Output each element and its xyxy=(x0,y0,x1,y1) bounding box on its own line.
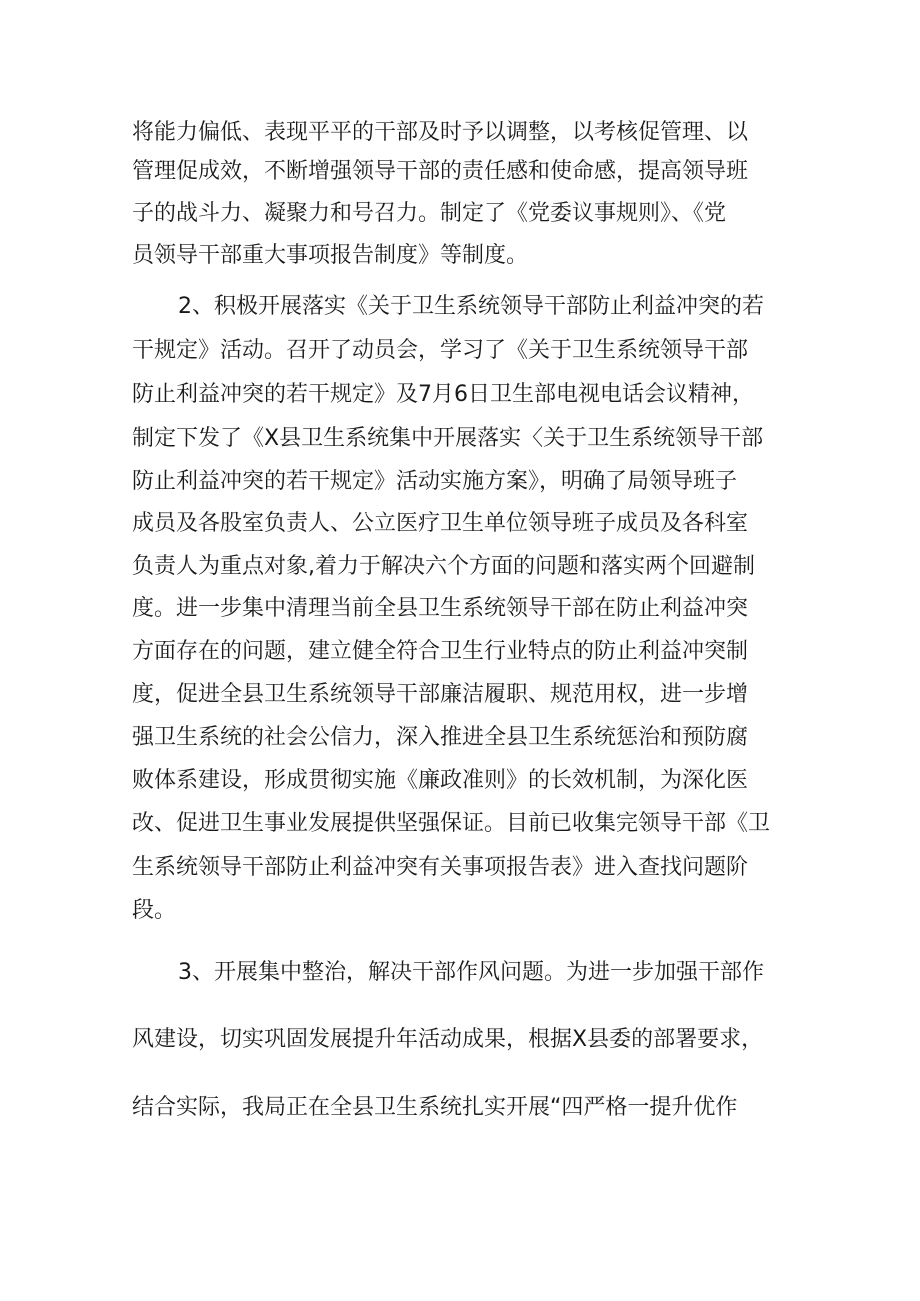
paragraph-1-line-1: 将能力偏低、表现平平的干部及时予以调整，以考核促管理、以 xyxy=(132,120,749,145)
paragraph-2-line-4: 制定下发了《X县卫生系统集中开展落实〈关于卫生系统领导干部 xyxy=(132,426,764,451)
paragraph-2-line-14: 生系统领导干部防止利益冲突有关事项报告表》进入查找问题阶 xyxy=(132,855,749,880)
paragraph-2-line-7: 负责人为重点对象,着力于解决六个方面的问题和落实两个回避制 xyxy=(132,554,755,579)
paragraph-2-line-11: 强卫生系统的社会公信力，深入推进全县卫生系统惩治和预防腐 xyxy=(132,725,749,750)
paragraph-2-line-15: 段。 xyxy=(132,898,177,923)
paragraph-2-line-10: 度，促进全县卫生系统领导干部廉洁履职、规范用权，进一步增 xyxy=(132,682,749,707)
paragraph-2-line-6: 成员及各股室负责人、公立医疗卫生单位领导班子成员及各科室 xyxy=(132,511,749,536)
paragraph-2-line-1: 2、积极开展落实《关于卫生系统领导干部防止利益冲突的若 xyxy=(178,294,764,319)
paragraph-2-line-3: 防止利益冲突的若干规定》及7月6日卫生部电视电话会议精神， xyxy=(132,382,754,407)
paragraph-2-line-5: 防止利益冲突的若干规定》活动实施方案》，明确了局领导班子 xyxy=(132,469,738,494)
paragraph-1-line-4: 员领导干部重大事项报告制度》等制度。 xyxy=(132,243,529,268)
paragraph-1-line-3: 子的战斗力、凝聚力和号召力。制定了《党委议事规则》、《党 xyxy=(132,201,727,226)
paragraph-1-line-2: 管理促成效，不断增强领导干部的责任感和使命感，提高领导班 xyxy=(132,159,749,184)
paragraph-2-line-13: 改、促进卫生事业发展提供坚强保证。目前已收集完领导干部《卫 xyxy=(132,811,771,836)
paragraph-2-line-9: 方面存在的问题，建立健全符合卫生行业特点的防止利益冲突制 xyxy=(132,639,749,664)
paragraph-3-line-3: 结合实际，我局正在全县卫生系统扎实开展“四严格一提升优作 xyxy=(132,1095,738,1120)
paragraph-2-line-2: 干规定》活动。召开了动员会，学习了《关于卫生系统领导干部 xyxy=(132,338,749,363)
paragraph-2-line-8: 度。进一步集中清理当前全县卫生系统领导干部在防止利益冲突 xyxy=(132,596,749,621)
paragraph-3-line-1: 3、开展集中整治，解决干部作风问题。为进一步加强干部作 xyxy=(178,960,764,985)
paragraph-3-line-2: 风建设，切实巩固发展提升年活动成果，根据X县委的部署要求， xyxy=(132,1027,764,1052)
paragraph-2-line-12: 败体系建设，形成贯彻实施《廉政准则》的长效机制，为深化医 xyxy=(132,768,749,793)
